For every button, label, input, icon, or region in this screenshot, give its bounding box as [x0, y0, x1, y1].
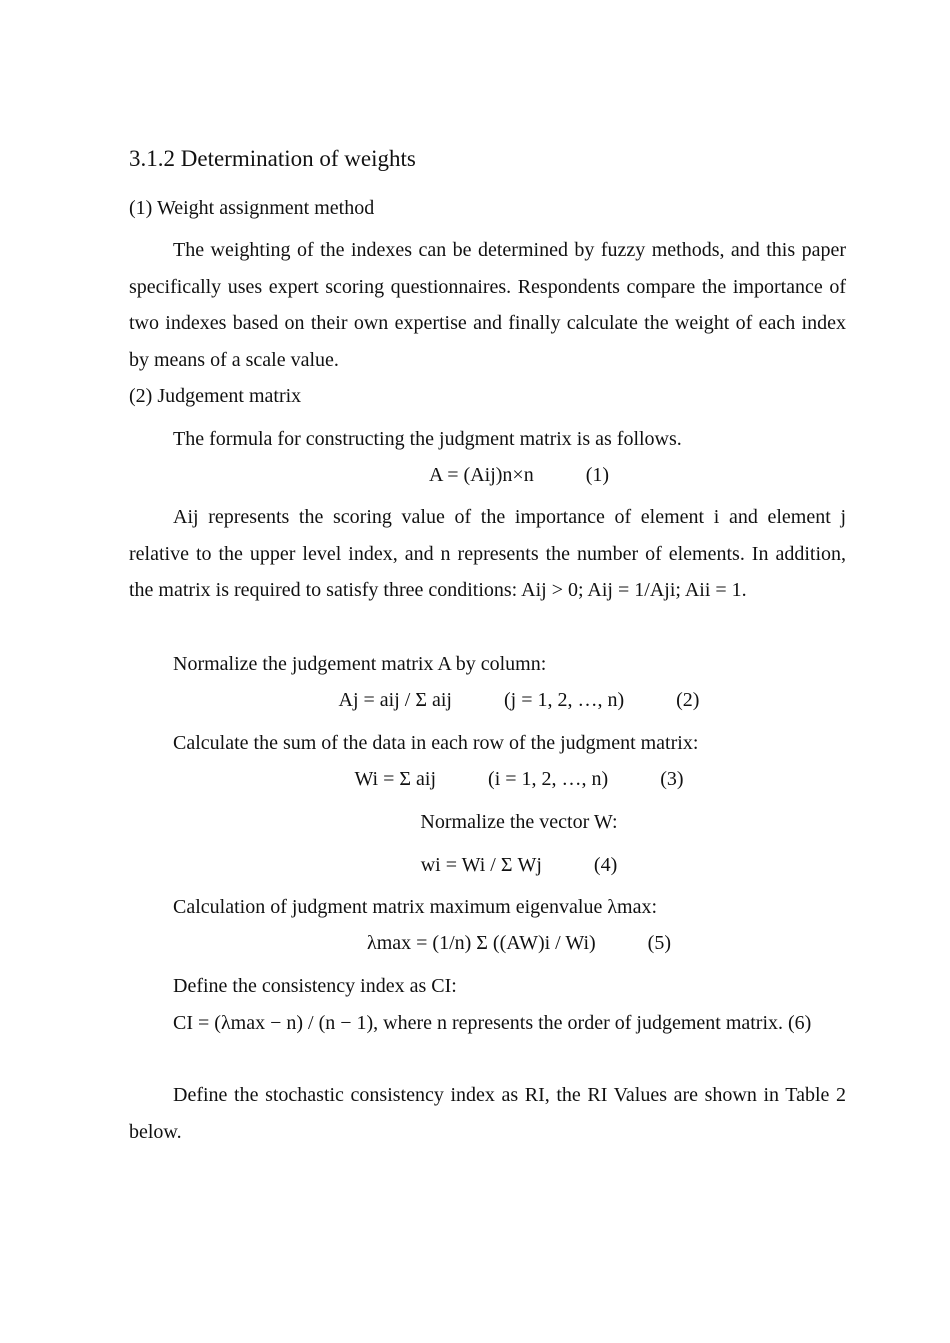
equation-2-number: (2) — [676, 689, 700, 711]
equation-4 — [129, 851, 909, 879]
consistency-index-line: Define the consistency index as CI: — [173, 975, 457, 997]
equation-4-number: (4) — [593, 854, 618, 876]
lambda-max-line: Calculation of judgment matrix maximum eigenvalue λmax: — [173, 896, 658, 918]
equation-3-range: (i = 1, 2, …, n) — [488, 768, 609, 790]
equation-5-number: (5) — [647, 932, 671, 954]
equation-1-number: (1) — [585, 464, 610, 486]
paragraph-aij: Aij represents the scoring value of the importance of element i and element j relative to the upper level index, and n represents the number of elements. In addition, the matrix is required to satisfy three conditions: Aij > 0; Aij = 1/Aji; Aii = 1. — [129, 506, 846, 601]
section-heading: 3.1.2 Determination of weights — [129, 146, 416, 171]
equation-2-range: (j = 1, 2, …, n) — [503, 689, 625, 711]
equation-1-expression: A = (Aij)n×n — [428, 464, 534, 486]
subsection-judgement-matrix: (2) Judgement matrix — [129, 385, 302, 407]
equation-3-expression: Wi = Σ aij — [354, 768, 437, 790]
paragraph-ri: Define the stochastic consistency index as RI, the RI Values are shown in Table 2 below. — [129, 1084, 846, 1143]
equation-3-number: (3) — [660, 768, 684, 790]
equation-2-expression: Aj = aij / Σ aij — [338, 689, 452, 711]
equation-1 — [129, 461, 909, 489]
paragraph-weighting: The weighting of the indexes can be determined by fuzzy methods, and this paper specifically uses expert scoring questionnaires. Respondents compare the importance of two indexes based on their own expertise and finally calculate the weight of each index by means of a scale value. — [129, 239, 846, 371]
normalize-column-line: Normalize the judgement matrix A by column: — [173, 653, 547, 675]
paragraph-ci-formula: CI = (λmax − n) / (n − 1), where n represents the order of judgement matrix. (6) — [173, 1012, 812, 1034]
formula-intro-line: The formula for constructing the judgment matrix is as follows. — [173, 428, 682, 450]
equation-3 — [129, 765, 909, 793]
equation-5-expression: λmax = (1/n) Σ ((AW)i / Wi) — [367, 932, 596, 954]
equation-5 — [129, 929, 909, 957]
row-sum-line: Calculate the sum of the data in each row of the judgment matrix: — [173, 732, 699, 754]
equation-2 — [129, 686, 909, 714]
subsection-weight-assignment: (1) Weight assignment method — [129, 197, 375, 219]
normalize-vector-line: Normalize the vector W: — [420, 811, 618, 833]
equation-4-expression: wi = Wi / Σ Wj — [420, 854, 542, 876]
